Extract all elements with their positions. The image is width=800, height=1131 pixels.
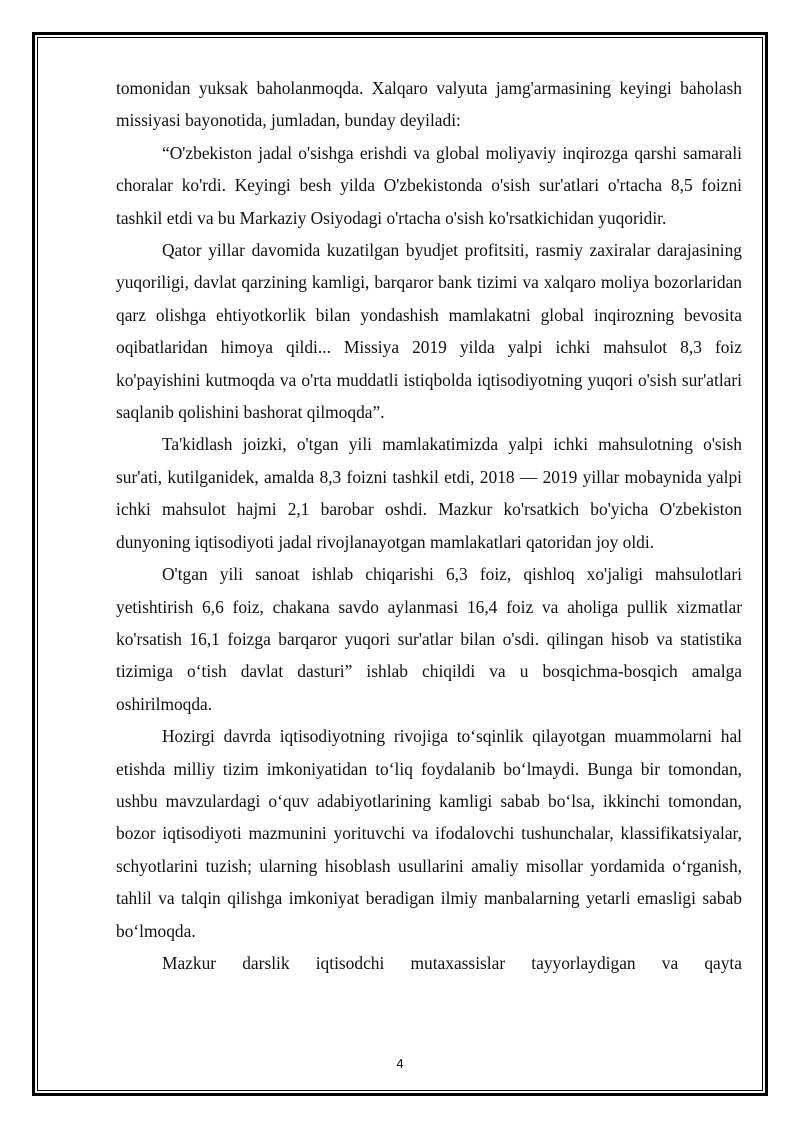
paragraph-textbook-purpose: Mazkur darslik iqtisodchi mutaxassislar tayyorlaydigan va qayta <box>162 952 742 973</box>
page-number: 4 <box>396 1056 404 1071</box>
paragraph-sector-growth: O'tgan yili sanoat ishlab chiqarishi 6,3 foiz, qishloq xo'jaligi mahsulotlari yetishtirish 6,6 foiz, chakana savdo aylanmasi 16,4 foiz va aholiga pullik xizmatlar ko'rsatish 16,1 foizga barqaror yuqori sur'atlar bilan o'sdi. qilingan hisob va statistika tizimiga o‘tish davlat dasturi” ishlab chiqildi va u bosqichma-bosqich amalga oshirilmoqda. <box>116 564 742 714</box>
paragraph-gdp-growth: Ta'kidlash joizki, o'tgan yili mamlakatimizda yalpi ichki mahsulotning o'sish sur'ati, kutilganidek, amalda 8,3 foizni tashkil etdi, 2018 — 2019 yillar mobaynida yalpi ichki mahsulot hajmi 2,1 barobar oshdi. Mazkur ko'rsatkich bo'yicha O'zbekiston dunyoning iqtisodiyoti jadal rivojlanayotgan mamlakatlari qatoridan joy oldi. <box>116 434 742 552</box>
paragraph-quote-start: “O'zbekiston jadal o'sishga erishdi va global moliyaviy inqirozga qarshi samarali choralar ko'rdi. Keyingi besh yilda O'zbekistonda o'sish sur'atlari o'rtacha 8,5 foizni tashkil etdi va bu Markaziy Osiyodagi o'rtacha o'sish ko'rsatkichidan yuqoridir. <box>116 142 742 228</box>
document-body <box>116 72 742 979</box>
paragraph-continuation: tomonidan yuksak baholanmoqda. Xalqaro valyuta jamg'armasining keyingi baholash missiyasi bayonotida, jumladan, bunday deyiladi: <box>116 78 742 131</box>
paragraph-current-problems: Hozirgi davrda iqtisodiyotning rivojiga to‘sqinlik qilayotgan muammolarni hal etishda milliy tizim imkoniyatidan to‘liq foydalanib bo‘lmaydi. Bunga bir tomondan, ushbu mavzulardagi o‘quv adabiyotlarining kamligi sabab bo‘lsa, ikkinchi tomondan, bozor iqtisodiyoti mazmunini yorituvchi va ifodalovchi tushunchalar, klassifikatsiyalar, schyotlarini tuzish; ularning hisoblash usullarini amaliy misollar yordamida o‘rganish, tahlil va talqin qilishga imkoniyat beradigan ilmiy manbalarning yetarli emasligi sabab bo‘lmoqda. <box>116 726 742 941</box>
paragraph-quote-end: Qator yillar davomida kuzatilgan byudjet profitsiti, rasmiy zaxiralar darajasining yuqoriligi, davlat qarzining kamligi, barqaror bank tizimi va xalqaro moliya bozorlaridan qarz olishga ehtiyotkorlik bilan yondashish mamlakatni global inqirozning bevosita oqibatlaridan himoya qildi... Missiya 2019 yilda yalpi ichki mahsulot 8,3 foiz ko'payishini kutmoqda va o'rta muddatli istiqbolda iqtisodiyotning yuqori o'sish sur'atlari saqlanib qolishini bashorat qilmoqda”. <box>116 240 742 423</box>
